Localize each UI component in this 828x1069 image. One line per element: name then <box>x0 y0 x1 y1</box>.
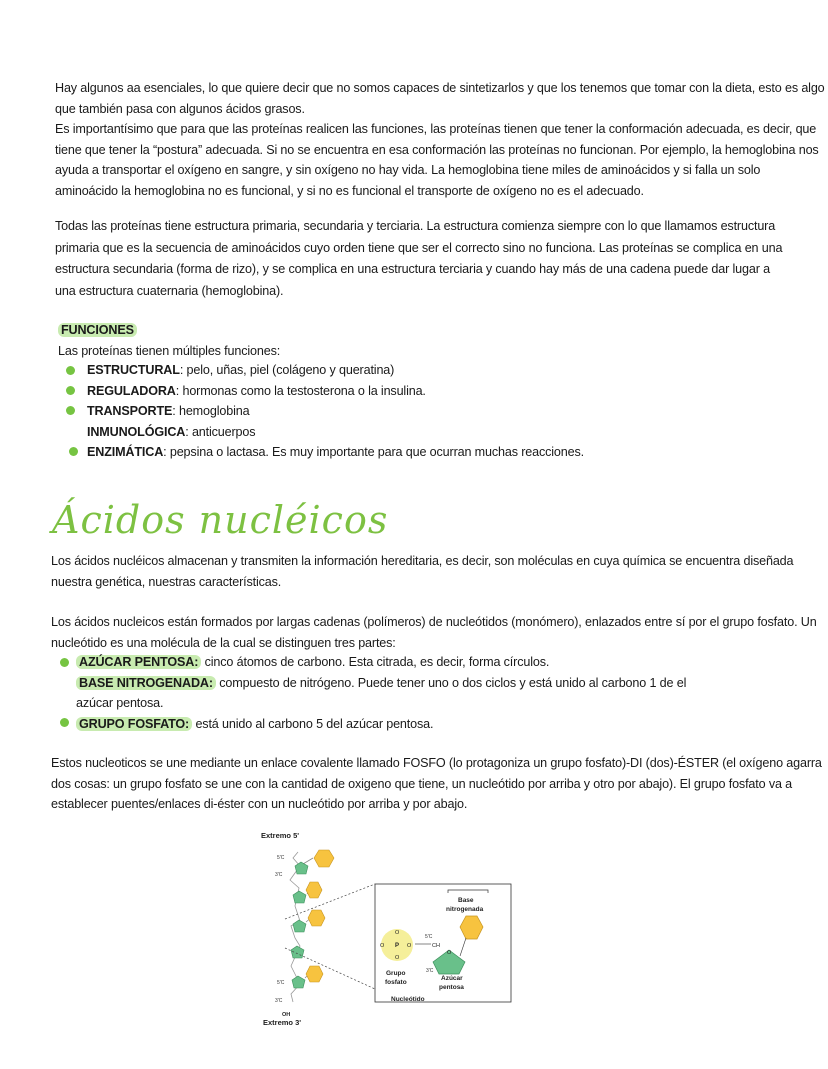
list-item: azúcar pentosa. <box>76 696 164 710</box>
list-item: TRANSPORTE: hemoglobina <box>87 404 250 418</box>
acidos-paragraph-2 <box>51 612 817 653</box>
list-item: GRUPO FOSFATO: está unido al carbono 5 del azúcar pentosa. <box>76 714 686 735</box>
funciones-list <box>87 360 584 463</box>
intro-paragraph <box>55 78 825 201</box>
text-line: Es importantísimo que para que las proteínas realicen las funciones, las proteínas tienen que tener la conformación adecuada, es decir, que <box>55 122 817 136</box>
svg-text:5'C: 5'C <box>425 934 433 940</box>
svg-text:O: O <box>447 950 452 956</box>
bullet-icon <box>60 658 69 667</box>
pentagon-icon <box>295 862 308 874</box>
svg-text:5'C: 5'C <box>277 855 285 861</box>
svg-text:OH: OH <box>282 1012 291 1018</box>
text-line: nuestra genética, nuestras características. <box>51 574 282 589</box>
text-line: Los ácidos nucléicos almacenan y transmiten la información hereditaria, es decir, son moléculas en cuya química se encuentra diseñada <box>51 554 794 568</box>
svg-text:Grupo: Grupo <box>386 970 406 977</box>
list-item: INMUNOLÓGICA: anticuerpos <box>87 424 256 439</box>
list-item: ESTRUCTURAL: pelo, uñas, piel (colágeno y queratina) <box>87 363 395 377</box>
text-line: tiene que tener la “postura” adecuada. Si no se encuentra en esa conformación las proteínas no funcionan. Por ejemplo, la hemoglobina nos <box>55 142 819 157</box>
extremo-5-label: Extremo 5' <box>261 831 300 840</box>
text-line: establecer puentes/enlaces di-éster con un nucleótido por arriba y por abajo. <box>51 797 468 811</box>
bullet-icon <box>66 406 75 415</box>
structure-paragraph <box>55 216 782 302</box>
nucleotide-unit <box>275 850 334 878</box>
nucleotido-label: Nucleótido <box>391 996 425 1003</box>
svg-text:Azúcar: Azúcar <box>441 975 463 982</box>
svg-text:P: P <box>395 943 400 949</box>
svg-text:fosfato: fosfato <box>385 979 407 986</box>
extremo-3-label: Extremo 3' <box>263 1018 302 1027</box>
pentagon-icon <box>292 976 305 988</box>
svg-text:O: O <box>395 930 400 936</box>
svg-text:3'C: 3'C <box>275 872 283 878</box>
bullet-icon <box>66 366 75 375</box>
list-item: ENZIMÁTICA: pepsina o lactasa. Es muy importante para que ocurran muchas reacciones. <box>87 445 584 459</box>
nucleotide-parts-list <box>76 652 686 734</box>
bullet-icon <box>60 718 69 727</box>
hexagon-icon <box>306 882 322 898</box>
funciones-section <box>58 320 280 361</box>
funciones-intro: Las proteínas tienen múltiples funciones: <box>58 343 281 358</box>
text-line: ayuda a transportar el oxígeno en sangre, y sin oxígeno no hay vida. La hemoglobina tiene miles de aminoácidos y si falla un solo <box>55 163 761 177</box>
text-line: nucleótido es una molécula de la cual se distinguen tres partes: <box>51 635 396 650</box>
svg-text:3'C: 3'C <box>275 998 283 1004</box>
text-line: dos cosas: un grupo fosfato se une con la cantidad de oxigeno que tiene, un nucleótido por arriba y otro por abajo). El grupo fosfato va a <box>51 776 793 791</box>
pentagon-icon <box>293 920 306 932</box>
list-item: BASE NITROGENADA: compuesto de nitrógeno. Puede tener uno o dos ciclos y está unido al carbono 1 de el <box>76 673 686 694</box>
svg-text:3'C: 3'C <box>426 968 434 974</box>
svg-text:pentosa: pentosa <box>439 984 464 991</box>
text-line: primaria que es la secuencia de aminoácidos cuyo orden tiene que ser el correcto sino no funciona. Las proteínas se complica en una <box>55 240 783 255</box>
text-line: que también pasa con algunos ácidos grasos. <box>55 101 305 116</box>
text-line: Todas las proteínas tiene estructura primaria, secundaria y terciaria. La estructura comienza siempre con lo que llamamos estructura <box>55 219 776 233</box>
bullet-icon <box>69 447 78 456</box>
hexagon-icon <box>314 850 334 867</box>
svg-text:O: O <box>395 955 400 961</box>
text-line: estructura secundaria (forma de rizo), y se complica en una estructura terciaria y cuando hay más de una cadena puede dar lugar a <box>55 262 770 276</box>
text-line: aminoácido la hemoglobina no es funcional, y si no es funcional el transporte de oxígeno no es el adecuado. <box>55 183 644 198</box>
section-heading: Ácidos nucléicos <box>52 498 389 542</box>
svg-text:nitrogenada: nitrogenada <box>446 906 484 913</box>
bullet-icon <box>66 386 75 395</box>
funciones-title: FUNCIONES <box>58 323 137 337</box>
hexagon-icon <box>306 966 323 982</box>
hexagon-icon <box>308 910 325 926</box>
nucleotide-diagram <box>255 826 515 1036</box>
text-line: Hay algunos aa esenciales, lo que quiere decir que no somos capaces de sintetizarlos y que los tenemos que tomar con la dieta, esto es algo <box>55 81 825 95</box>
svg-text:O: O <box>380 943 385 949</box>
text-line: una estructura cuaternaria (hemoglobina). <box>55 283 284 298</box>
svg-text:5'C: 5'C <box>277 980 285 986</box>
list-item: REGULADORA: hormonas como la testosterona o la insulina. <box>87 383 426 398</box>
nucleotide-unit <box>277 966 323 988</box>
list-item: AZÚCAR PENTOSA: cinco átomos de carbono. Esta citrada, es decir, forma círculos. <box>76 652 686 673</box>
acidos-paragraph-1 <box>51 551 793 592</box>
acidos-paragraph-3 <box>51 753 822 815</box>
svg-text:Base: Base <box>458 897 474 904</box>
pentagon-icon <box>293 891 306 903</box>
text-line: Los ácidos nucleicos están formados por largas cadenas (polímeros) de nucleótidos (monómero), enlazados entre sí por el grupo fosfato. Un <box>51 615 817 629</box>
nucleotide-unit <box>293 882 322 903</box>
text-line: Estos nucleoticos se une mediante un enlace covalente llamado FOSFO (lo protagoniza un grupo fosfato)-DI (dos)-ÉSTER (el oxígeno agarra <box>51 756 822 770</box>
svg-text:O: O <box>407 943 412 949</box>
svg-text:CH: CH <box>432 943 440 949</box>
